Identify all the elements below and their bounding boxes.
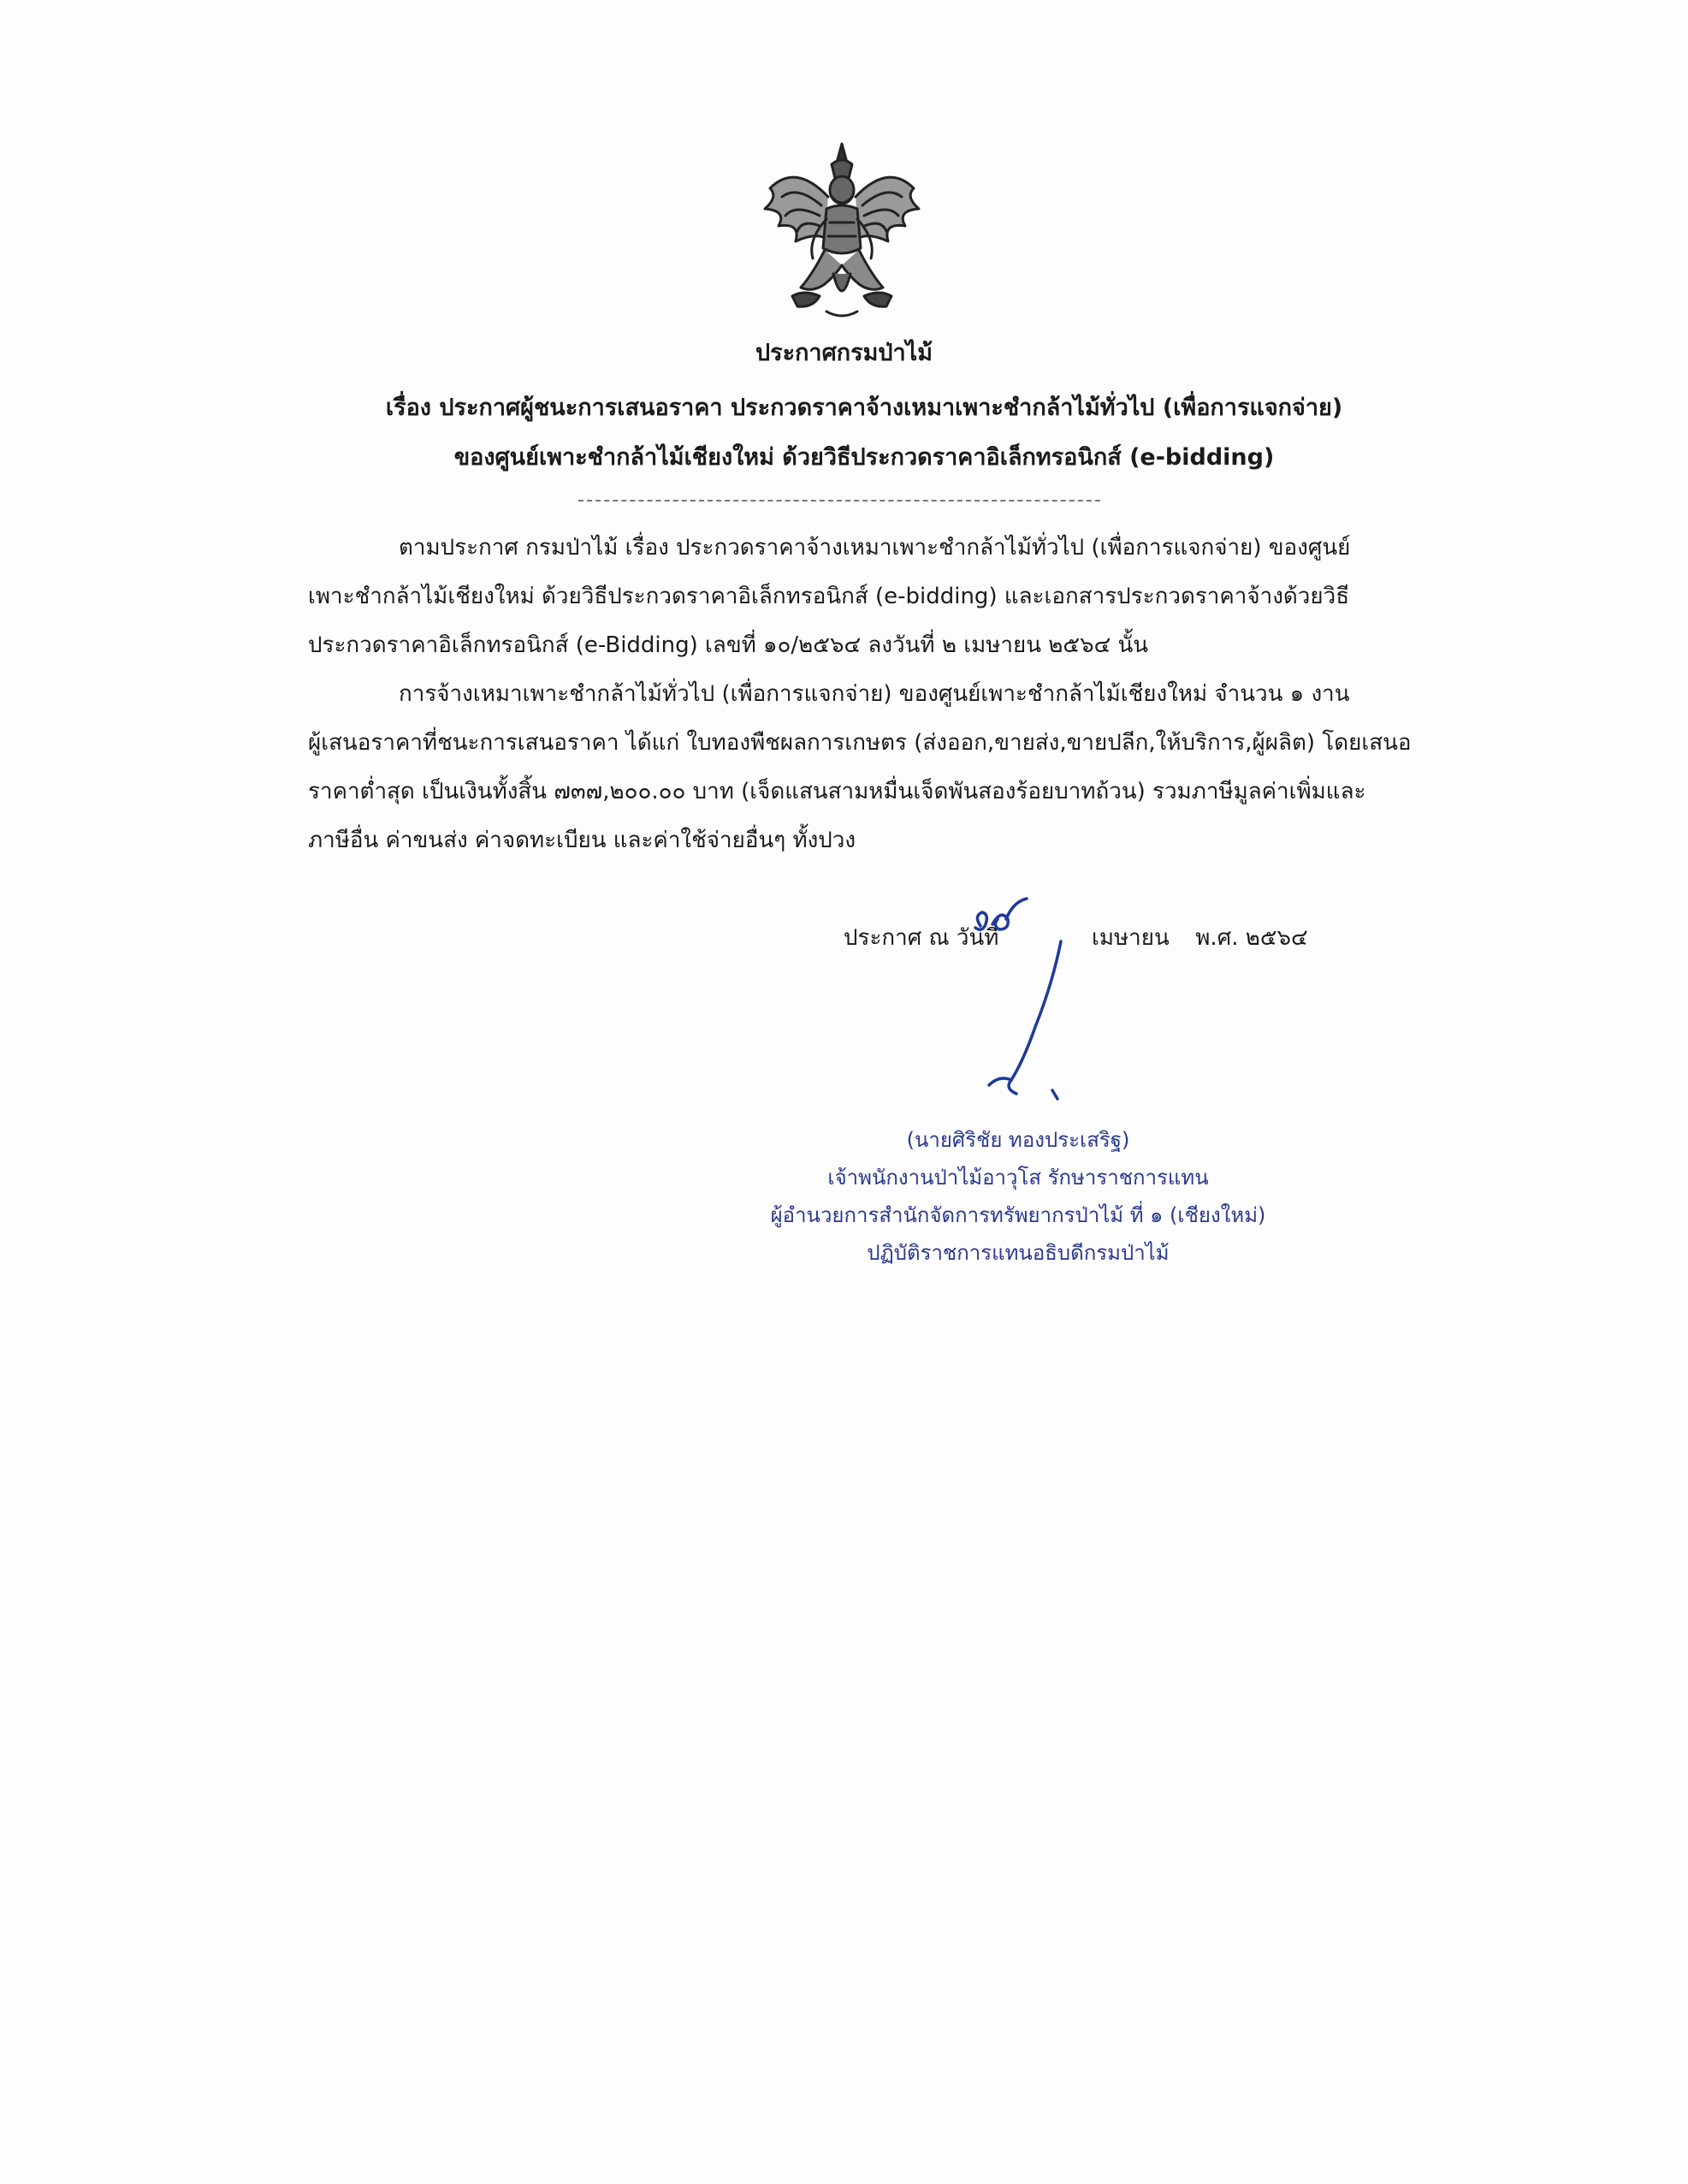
signer-block xyxy=(770,1121,1266,1272)
paragraph-line: ประกวดราคาอิเล็กทรอนิกส์ (e-Bidding) เลขที่ ๑๐/๒๕๖๔ ลงวันที่ ๒ เมษายน ๒๕๖๔ นั้น xyxy=(308,632,1149,658)
agency-title: ประกาศกรมป่าไม้ xyxy=(755,340,933,366)
date-year-prefix: พ.ศ. xyxy=(1195,925,1239,951)
paragraph-line: ผู้เสนอราคาที่ชนะการเสนอราคา ได้แก่ ใบทองพืชผลการเกษตร (ส่งออก,ขายส่ง,ขายปลีก,ให้บริการ,ผู้ผลิต) โดยเสนอ xyxy=(308,730,1412,756)
paragraph-line: ตามประกาศ กรมป่าไม้ เรื่อง ประกวดราคาจ้างเหมาเพาะชำกล้าไม้ทั่วไป (เพื่อการแจกจ่าย) ของศูนย์ xyxy=(399,535,1351,561)
paragraph-line: ภาษีอื่น ค่าขนส่ง ค่าจดทะเบียน และค่าใช้จ่ายอื่นๆ ทั้งปวง xyxy=(308,828,856,853)
divider xyxy=(578,500,1100,501)
handwritten-signature xyxy=(907,890,1215,1147)
date-month: เมษายน xyxy=(1091,925,1170,951)
signer-position: ผู้อำนวยการสำนักจัดการทรัพยากรป่าไม้ ที่ ๑ (เชียงใหม่) xyxy=(770,1203,1266,1227)
paragraph-line: การจ้างเหมาเพาะชำกล้าไม้ทั่วไป (เพื่อการแจกจ่าย) ของศูนย์เพาะชำกล้าไม้เชียงใหม่ จำนวน ๑ งาน xyxy=(399,681,1350,707)
date-year: ๒๕๖๔ xyxy=(1245,925,1308,951)
paragraph-winner xyxy=(308,670,1412,865)
paragraph-line: ราคาต่ำสุด เป็นเงินทั้งสิ้น ๗๓๗,๒๐๐.๐๐ บาท (เจ็ดแสนสามหมื่นเจ็ดพันสองร้อยบาทถ้วน) รวมภาษีมูลค่าเพิ่มและ xyxy=(308,779,1366,804)
paragraph-reference xyxy=(308,524,1386,670)
signer-position: เจ้าพนักงานป่าไม้อาวุโส รักษาราชการแทน xyxy=(827,1166,1209,1190)
paragraph-line: เพาะชำกล้าไม้เชียงใหม่ ด้วยวิธีประกวดราคาอิเล็กทรอนิกส์ (e-bidding) และเอกสารประกวดราคาจ้างด้วยวิธี xyxy=(308,584,1350,609)
signer-position: ปฏิบัติราชการแทนอธิบดีกรมป่าไม้ xyxy=(867,1241,1170,1265)
date-prefix: ประกาศ ณ วันที่ xyxy=(844,925,999,951)
subject-line: ของศูนย์เพาะชำกล้าไม้เชียงใหม่ ด้วยวิธีประกวดราคาอิเล็กทรอนิกส์ (e-bidding) xyxy=(453,444,1275,471)
signer-name: (นายศิริชัย ทองประเสริฐ) xyxy=(906,1128,1130,1152)
subject-line: เรื่อง ประกาศผู้ชนะการเสนอราคา ประกวดราคาจ้างเหมาเพาะชำกล้าไม้ทั่วไป (เพื่อการแจกจ่าย) xyxy=(385,395,1343,421)
subject-heading xyxy=(325,383,1403,483)
garuda-emblem-icon xyxy=(753,137,931,327)
